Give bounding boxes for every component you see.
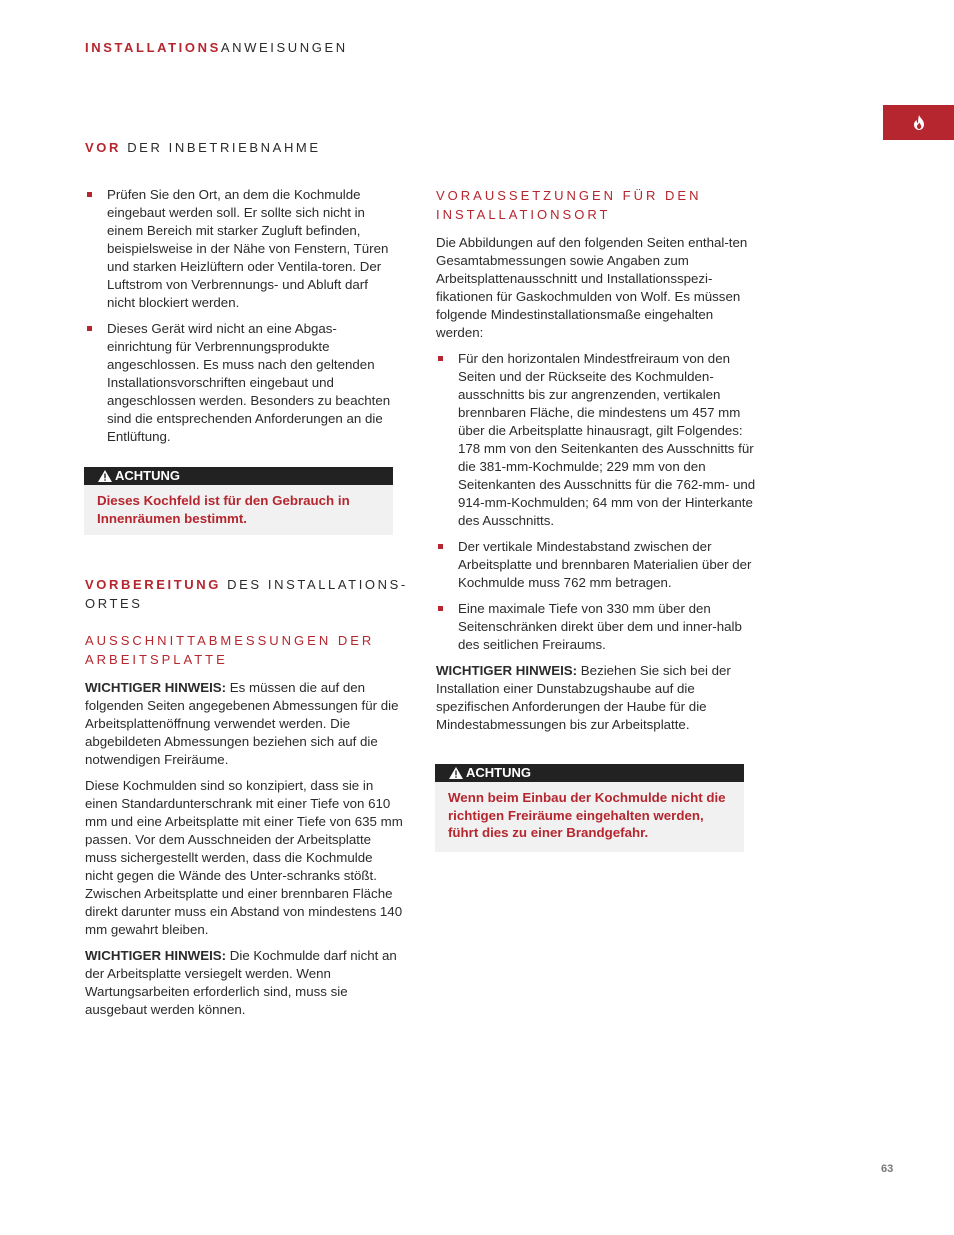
- paragraph: [85, 947, 403, 1019]
- page-header: [85, 40, 348, 55]
- bullet-square-icon: [438, 606, 443, 611]
- paragraph: Diese Kochmulden sind so konzipiert, dass sie in einen Standardunterschrank mit einer Tiefe von 610 mm und eine Arbeitsplatte mit einer Tiefe von 635 mm passen. Vor dem Ausschneiden der Arbeitsplatte muss sichergestellt werden, dass die Kochmulde nicht gegen die Wände des Unter-schranks stößt. Zwischen Arbeitsplatte und einer brennbaren Fläche direkt darunter muss ein Abstand von mindestens 140 mm gewahrt bleiben.: [85, 778, 403, 937]
- bullet-list: [85, 186, 395, 446]
- flame-icon: [913, 115, 925, 130]
- section-tab: [883, 105, 954, 140]
- header-title-bold: INSTALLATIONS: [85, 40, 221, 55]
- list-item: [436, 600, 758, 654]
- page-number: 63: [881, 1163, 894, 1175]
- section-heading-bold: VORBEREITUNG: [85, 577, 221, 592]
- warning-triangle-icon: [449, 767, 463, 779]
- bullet-text: Eine maximale Tiefe von 330 mm über den Seitenschränken direkt über dem und inner-halb des seitlichen Freiraums.: [458, 601, 742, 652]
- warning-bar: [435, 764, 744, 782]
- bullet-square-icon: [87, 192, 92, 197]
- list-item: [436, 538, 758, 592]
- list-item: [85, 320, 395, 446]
- section-heading-before-use: [85, 138, 321, 157]
- paragraph: Die Abbildungen auf den folgenden Seiten enthal-ten Gesamtabmessungen sowie Angaben zum Arbeitsplattenausschnitt und Installationsspezi-fikationen für Gaskochmulden von Wolf. Es müssen folgende Mindestinstallationsmaße eingehalten werden:: [436, 235, 748, 340]
- bullet-text: Für den horizontalen Mindestfreiraum von den Seiten und der Rückseite des Kochmulden-ausschnitts bis zur angrenzenden, vertikalen brennbaren Fläche, die mindestens um 457 mm über die Arbeitsplatte hinausragt, gilt Folgendes: 178 mm von den Seitenkanten des Ausschnitts für die 381-mm-Kochmulde; 229 mm von den Seitenkanten des Ausschnitts für die 762-mm- und 914-mm-Kochmulden; 64 mm von der Hinterkante des Ausschnitts.: [458, 351, 756, 528]
- section-heading-bold: VOR: [85, 140, 121, 155]
- paragraph: [85, 679, 403, 769]
- list-item: [436, 350, 758, 530]
- warning-triangle-icon: [98, 470, 112, 482]
- note-text: Beziehen Sie sich bei der Installation einer Dunstabzugshaube auf die spezifischen Anforderungen der Haube für die Mindestabmessungen bis zur Arbeitsplatte.: [436, 663, 731, 732]
- bullet-text: Dieses Gerät wird nicht an eine Abgas-einrichtung für Verbrennungsprodukte angeschlossen. Es muss nach den geltenden Installationsvorschriften eingebaut und angeschlossen werden. Besonders zu beachten sind die entsprechenden Anforderungen an die Entlüftung.: [107, 321, 391, 444]
- bullet-square-icon: [87, 326, 92, 331]
- bullet-square-icon: [438, 356, 443, 361]
- note-label: WICHTIGER HINWEIS:: [436, 663, 578, 678]
- warning-label: ACHTUNG: [466, 765, 531, 780]
- right-text-block: [436, 234, 758, 742]
- header-title-rest: ANWEISUNGEN: [220, 40, 348, 55]
- warning-box-fire-hazard: [435, 764, 744, 852]
- bullet-list: [436, 350, 758, 654]
- left-bullets-block: [85, 186, 395, 454]
- left-text-block: [85, 679, 403, 1027]
- subheading-cutout-dimensions: AUSSCHNITTABMESSUNGEN DER ARBEITSPLATTE: [85, 633, 375, 667]
- warning-text: Dieses Kochfeld ist für den Gebrauch in Innenräumen bestimmt.: [97, 493, 350, 526]
- warning-box-indoor: [84, 467, 393, 535]
- note-text: Die Kochmulde darf nicht an der Arbeitsplatte versiegelt werden. Wenn Wartungsarbeiten erforderlich sind, muss sie ausgebaut werden können.: [85, 948, 397, 1017]
- bullet-square-icon: [438, 544, 443, 549]
- list-item: [85, 186, 395, 312]
- warning-bar: [84, 467, 393, 485]
- note-text: Es müssen die auf den folgenden Seiten angegebenen Abmessungen für die Arbeitsplattenöffnung verwendet werden. Die abgebildeten Abmessungen beziehen sich auf die notwendigen Freiräume.: [85, 680, 399, 767]
- paragraph: [436, 662, 758, 734]
- subheading-installation-requirements: VORAUSSETZUNGEN FÜR DEN INSTALLATIONSORT: [436, 188, 702, 222]
- bullet-text: Prüfen Sie den Ort, an dem die Kochmulde eingebaut werden soll. Er sollte sich nicht in einem Bereich mit starker Zugluft befinden, beispielsweise in der Nähe von Fenstern, Türen und starken Heizlüftern oder Ventila-toren. Der Luftstrom von Verbrennungs- und Abluft darf nicht blockiert werden.: [107, 187, 389, 310]
- note-label: WICHTIGER HINWEIS:: [85, 680, 227, 695]
- bullet-text: Der vertikale Mindestabstand zwischen der Arbeitsplatte und brennbaren Materialien über der Kochmulde muss 762 mm betragen.: [458, 539, 752, 590]
- note-label: WICHTIGER HINWEIS:: [85, 948, 227, 963]
- section-heading-preparation: [85, 575, 415, 613]
- section-heading-rest: DER INBETRIEBNAHME: [120, 140, 321, 155]
- warning-text: Wenn beim Einbau der Kochmulde nicht die richtigen Freiräume eingehalten werden, führt dies zu einer Brandgefahr.: [448, 790, 726, 840]
- warning-label: ACHTUNG: [115, 468, 180, 483]
- section-heading-rest: DES INSTALLATIONS-ORTES: [85, 577, 408, 611]
